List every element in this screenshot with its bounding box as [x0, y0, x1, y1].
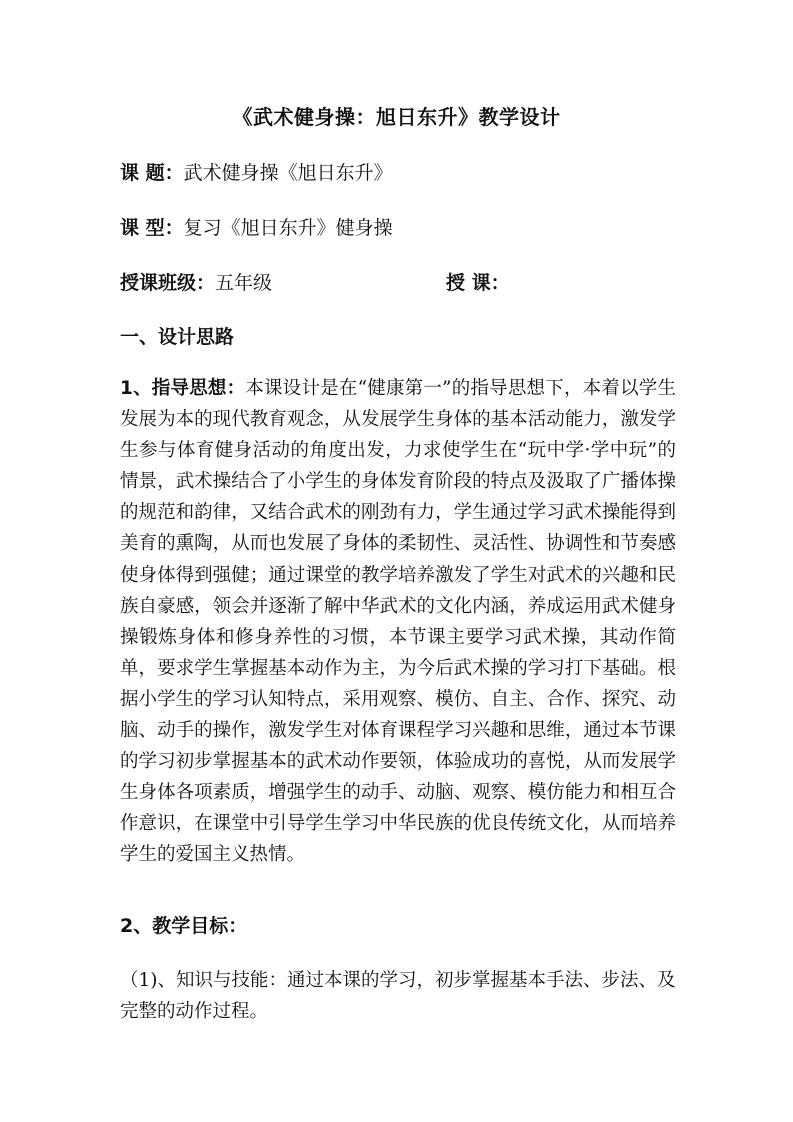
course-value: 武术健身操《旭日东升》 [183, 162, 393, 184]
goals-heading: 2、教学目标： [120, 915, 248, 937]
type-line [120, 215, 393, 241]
type-label: 课 型： [120, 217, 184, 239]
type-value: 复习《旭日东升》健身操 [183, 217, 393, 239]
course-line [120, 160, 393, 186]
guiding-idea-paragraph [120, 373, 676, 871]
class-label: 授课班级： [120, 272, 216, 294]
document-title: 《武术健身操：旭日东升》教学设计 [232, 105, 561, 129]
class-value: 五年级 [215, 272, 273, 294]
section-heading: 一、设计思路 [120, 326, 235, 348]
goal-item-1: （1)、知识与技能：通过本课的学习，初步掌握基本手法、步法、及完整的动作过程。 [120, 970, 676, 1022]
guiding-idea-label: 1、指导思想： [120, 378, 246, 399]
course-label: 课 题： [120, 162, 184, 184]
teacher-label: 授 课： [446, 272, 510, 294]
guiding-idea-text: 本课设计是在“健康第一”的指导思想下，本着以学生发展为本的现代教育观念，从发展学生身体的基本活动能力，激发学生参与体育健身活动的角度出发，力求使学生在“玩中学·学中玩”的情景，武术操结合了小学生的身体发育阶段的特点及汲取了广播体操的规范和韵律，又结合武术的刚劲有力，学生通过学习武术操能得到美育的熏陶，从而也发展了身体的柔韧性、灵活性、协调性和节奏感使身体得到强健；通过课堂的教学培养激发了学生对武术的兴趣和民族自豪感，领会并逐渐了解中华武术的文化内涵，养成运用武术健身操锻炼身体和修身养性的习惯，本节课主要学习武术操，其动作简单，要求学生掌握基本动作为主，为今后武术操的学习打下基础。根据小学生的学习认知特点，采用观察、模仿、自主、合作、探究、动脑、动手的操作，激发学生对体育课程学习兴趣和思维，通过本节课的学习初步掌握基本的武术动作要领，体验成功的喜悦，从而发展学生身体各项素质，增强学生的动手、动脑、观察、模仿能力和相互合作意识，在课堂中引导学生学习中华民族的优良传统文化，从而培养学生的爱国主义热情。 [120, 378, 677, 866]
class-line [120, 270, 272, 296]
